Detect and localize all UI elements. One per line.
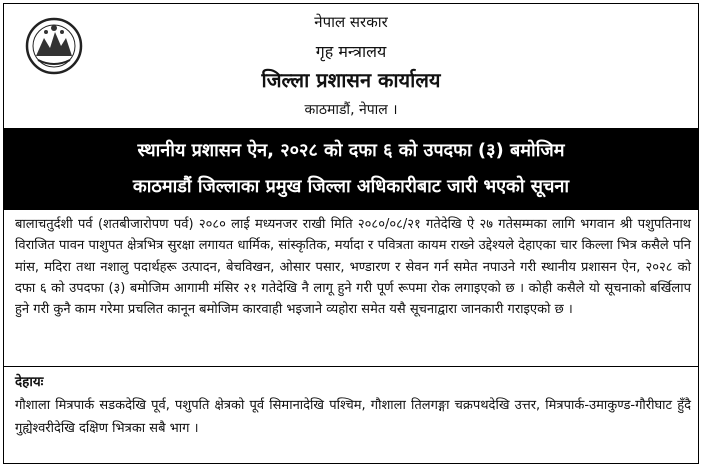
ministry-name: गृह मन्त्रालय xyxy=(315,42,387,61)
banner-line-1: स्थानीय प्रशासन ऐन, २०२८ को दफा ६ को उपदफा (३) बमोजिम xyxy=(137,140,565,161)
notice-body: बालाचतुर्दशी पर्व (शतबीजारोपण पर्व) २०८० लाई मध्यनजर राखी मिति २०८०/०८/२१ गतेदेखि ऐ २७ गतेसम्मका लागि भगवान श्री पशुपतिनाथ विराजित पावन पाशुपत क्षेत्रभित्र सुरक्षा लगायत धार्मिक, सांस्कृतिक, मर्यादा र पवित्रता कायम राख्ने उद्देश्यले देहाएका चार किल्ला भित्र कसैले पनि मांस, मदिरा तथा नशालु पदार्थहरू उत्पादन, बेचविखन, ओसार पसार, भण्डारण र सेवन गर्न समेत नपाउने गरी स्थानीय प्रशासन ऐन, २०२८ को दफा ६ को उपदफा (३) बमोजिम आगामी मंसिर २१ गतेदेखि नै लागू हुने गरी पूर्ण रूपमा रोक लगाइएको छ । कोही कसैले यो सूचनाको बर्खिलाप हुने गरी कुनै काम गरेमा प्रचलित कानून बमोजिम कारवाही भइजाने व्यहोरा समेत यसै सूचनाद्वारा जानकारी गराइएको छ । xyxy=(15,217,691,318)
office-location: काठमाडौं, नेपाल । xyxy=(304,102,398,118)
notice-title-banner xyxy=(4,128,698,210)
dehaya-label: देहायः xyxy=(15,374,44,390)
notice-frame xyxy=(3,3,699,464)
banner-line-2: काठमाडौं जिल्लाका प्रमुख जिल्ला अधिकारीबाट जारी भएको सूचना xyxy=(132,176,570,197)
notice-header xyxy=(4,4,698,127)
dehaya-text: गौशाला मित्रपार्क सडकदेखि पूर्व, पशुपति क्षेत्रको पूर्व सिमानादेखि पश्चिम, गौशाला तिलगङ्गा चक्रपथदेखि उत्तर, मित्रपार्क-उमाकुण्ड-गौरीघाट हुँदै गुह्येश्वरीदेखि दक्षिण भित्रका सबै भाग । xyxy=(15,398,691,436)
section-divider xyxy=(4,366,698,367)
govt-name: नेपाल सरकार xyxy=(314,13,388,31)
office-name: जिल्ला प्रशासन कार्यालय xyxy=(261,68,441,92)
